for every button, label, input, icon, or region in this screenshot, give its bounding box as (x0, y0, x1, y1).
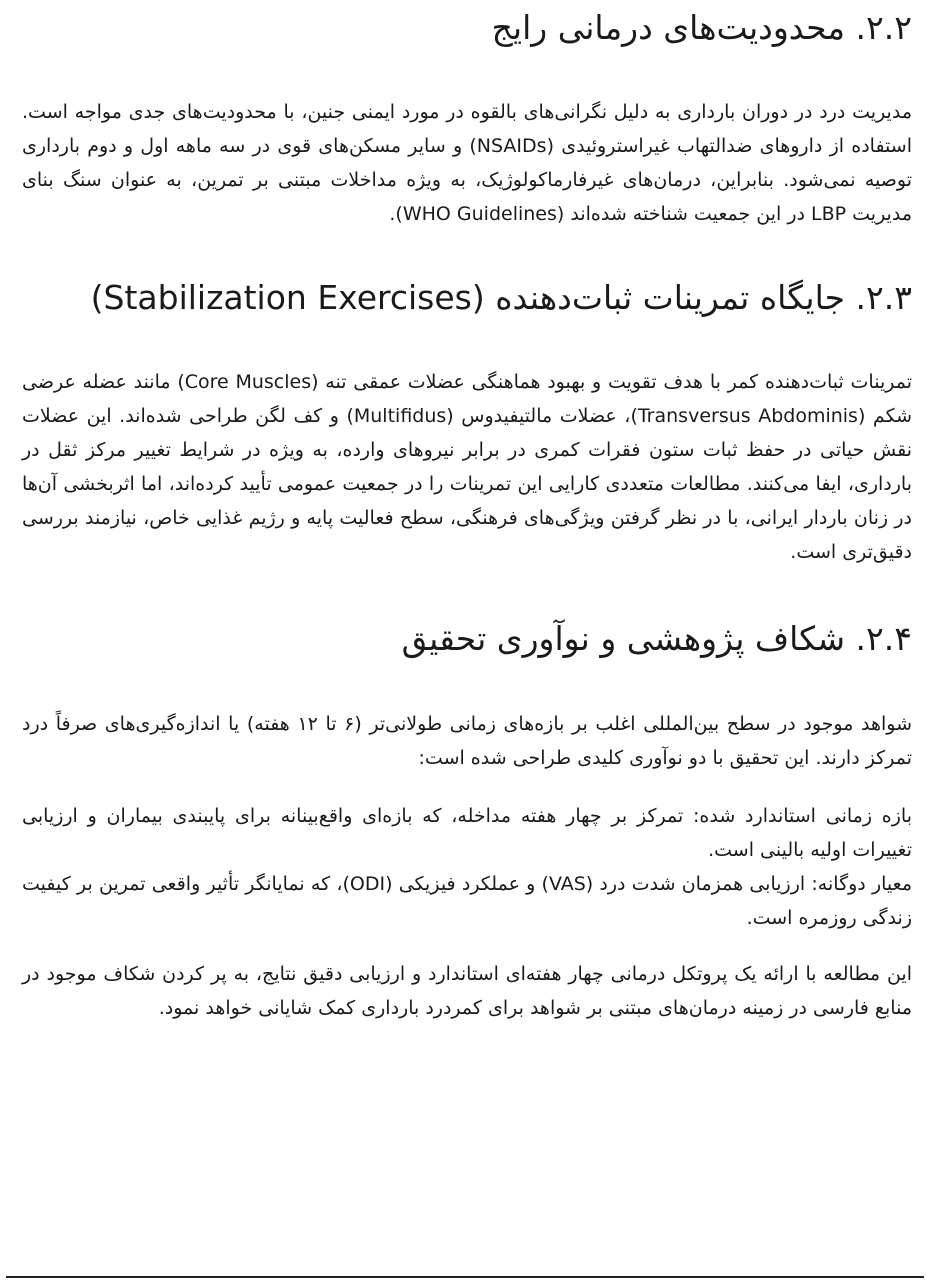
section-heading-2-2: ۲.۲. محدودیت‌های درمانی رایج (491, 8, 912, 47)
section-2-2-paragraph: مدیریت درد در دوران بارداری به دلیل نگرانی‌های بالقوه در مورد ایمنی جنین، با محدودیت‌های جدی مواجه است. استفاده از داروهای ضدالتهاب غیراستروئیدی (NSAIDs) و سایر مسکن‌های قوی در سه ماهه اول و دوم بارداری توصیه نمی‌شود. بنابراین، درمان‌های غیرفارماکولوژیک، به ویژه مداخلات مبتنی بر تمرین، به عنوان سنگ بنای مدیریت LBP در این جمعیت شناخته شده‌اند (WHO Guidelines). (22, 101, 912, 225)
section-2-4-point-dual-criteria: معیار دوگانه: ارزیابی همزمان شدت درد (VAS) و عملکرد فیزیکی (ODI)، که نمایانگر تأثیر واقعی تمرین بر کیفیت زندگی روزمره است. (22, 873, 913, 929)
section-heading-2-4: ۲.۴. شکاف پژوهشی و نوآوری تحقیق (401, 619, 912, 658)
section-2-3-paragraph: تمرینات ثبات‌دهنده کمر با هدف تقویت و بهبود هماهنگی عضلات عمقی تنه (Core Muscles) مانند عضله عرضی شکم (Transversus Abdominis)، عضلات مالتیفیدوس (Multifidus) و کف لگن طراحی شده‌اند. این عضلات نقش حیاتی در حفظ ثبات ستون فقرات کمری در برابر نیروهای وارده، به ویژه در شرایط تغییر مرکز ثقل در بارداری، ایفا می‌کنند. مطالعات متعددی کارایی این تمرینات را در جمعیت عمومی تأیید کرده‌اند، اما اثربخشی آن‌ها در زنان باردار ایرانی، با در نظر گرفتن ویژگی‌های فرهنگی، سطح فعالیت پایه و رژیم غذایی خاص، نیازمند بررسی دقیق‌تری است. (22, 371, 912, 563)
section-heading-2-3: ۲.۳. جایگاه تمرینات ثبات‌دهنده (Stabilization Exercises) (90, 278, 912, 317)
section-2-4-intro-paragraph: شواهد موجود در سطح بین‌المللی اغلب بر بازه‌های زمانی طولانی‌تر (۶ تا ۱۲ هفته) یا اندازه‌گیری‌های صرفاً درد تمرکز دارند. این تحقیق با دو نوآوری کلیدی طراحی شده است: (22, 713, 913, 769)
section-2-4-point-standardized-timeframe: بازه زمانی استاندارد شده: تمرکز بر چهار هفته مداخله، که بازه‌ای واقع‌بینانه برای پایبندی بیماران و ارزیابی تغییرات اولیه بالینی است. (22, 805, 912, 861)
section-2-4-conclusion-paragraph: این مطالعه با ارائه یک پروتکل درمانی چهار هفته‌ای استاندارد و ارزیابی دقیق نتایج، به پر کردن شکاف موجود در منابع فارسی در زمینه درمان‌های مبتنی بر شواهد برای کمردرد بارداری کمک شایانی خواهد نمود. (22, 963, 912, 1019)
bottom-divider-line (6, 1276, 924, 1278)
